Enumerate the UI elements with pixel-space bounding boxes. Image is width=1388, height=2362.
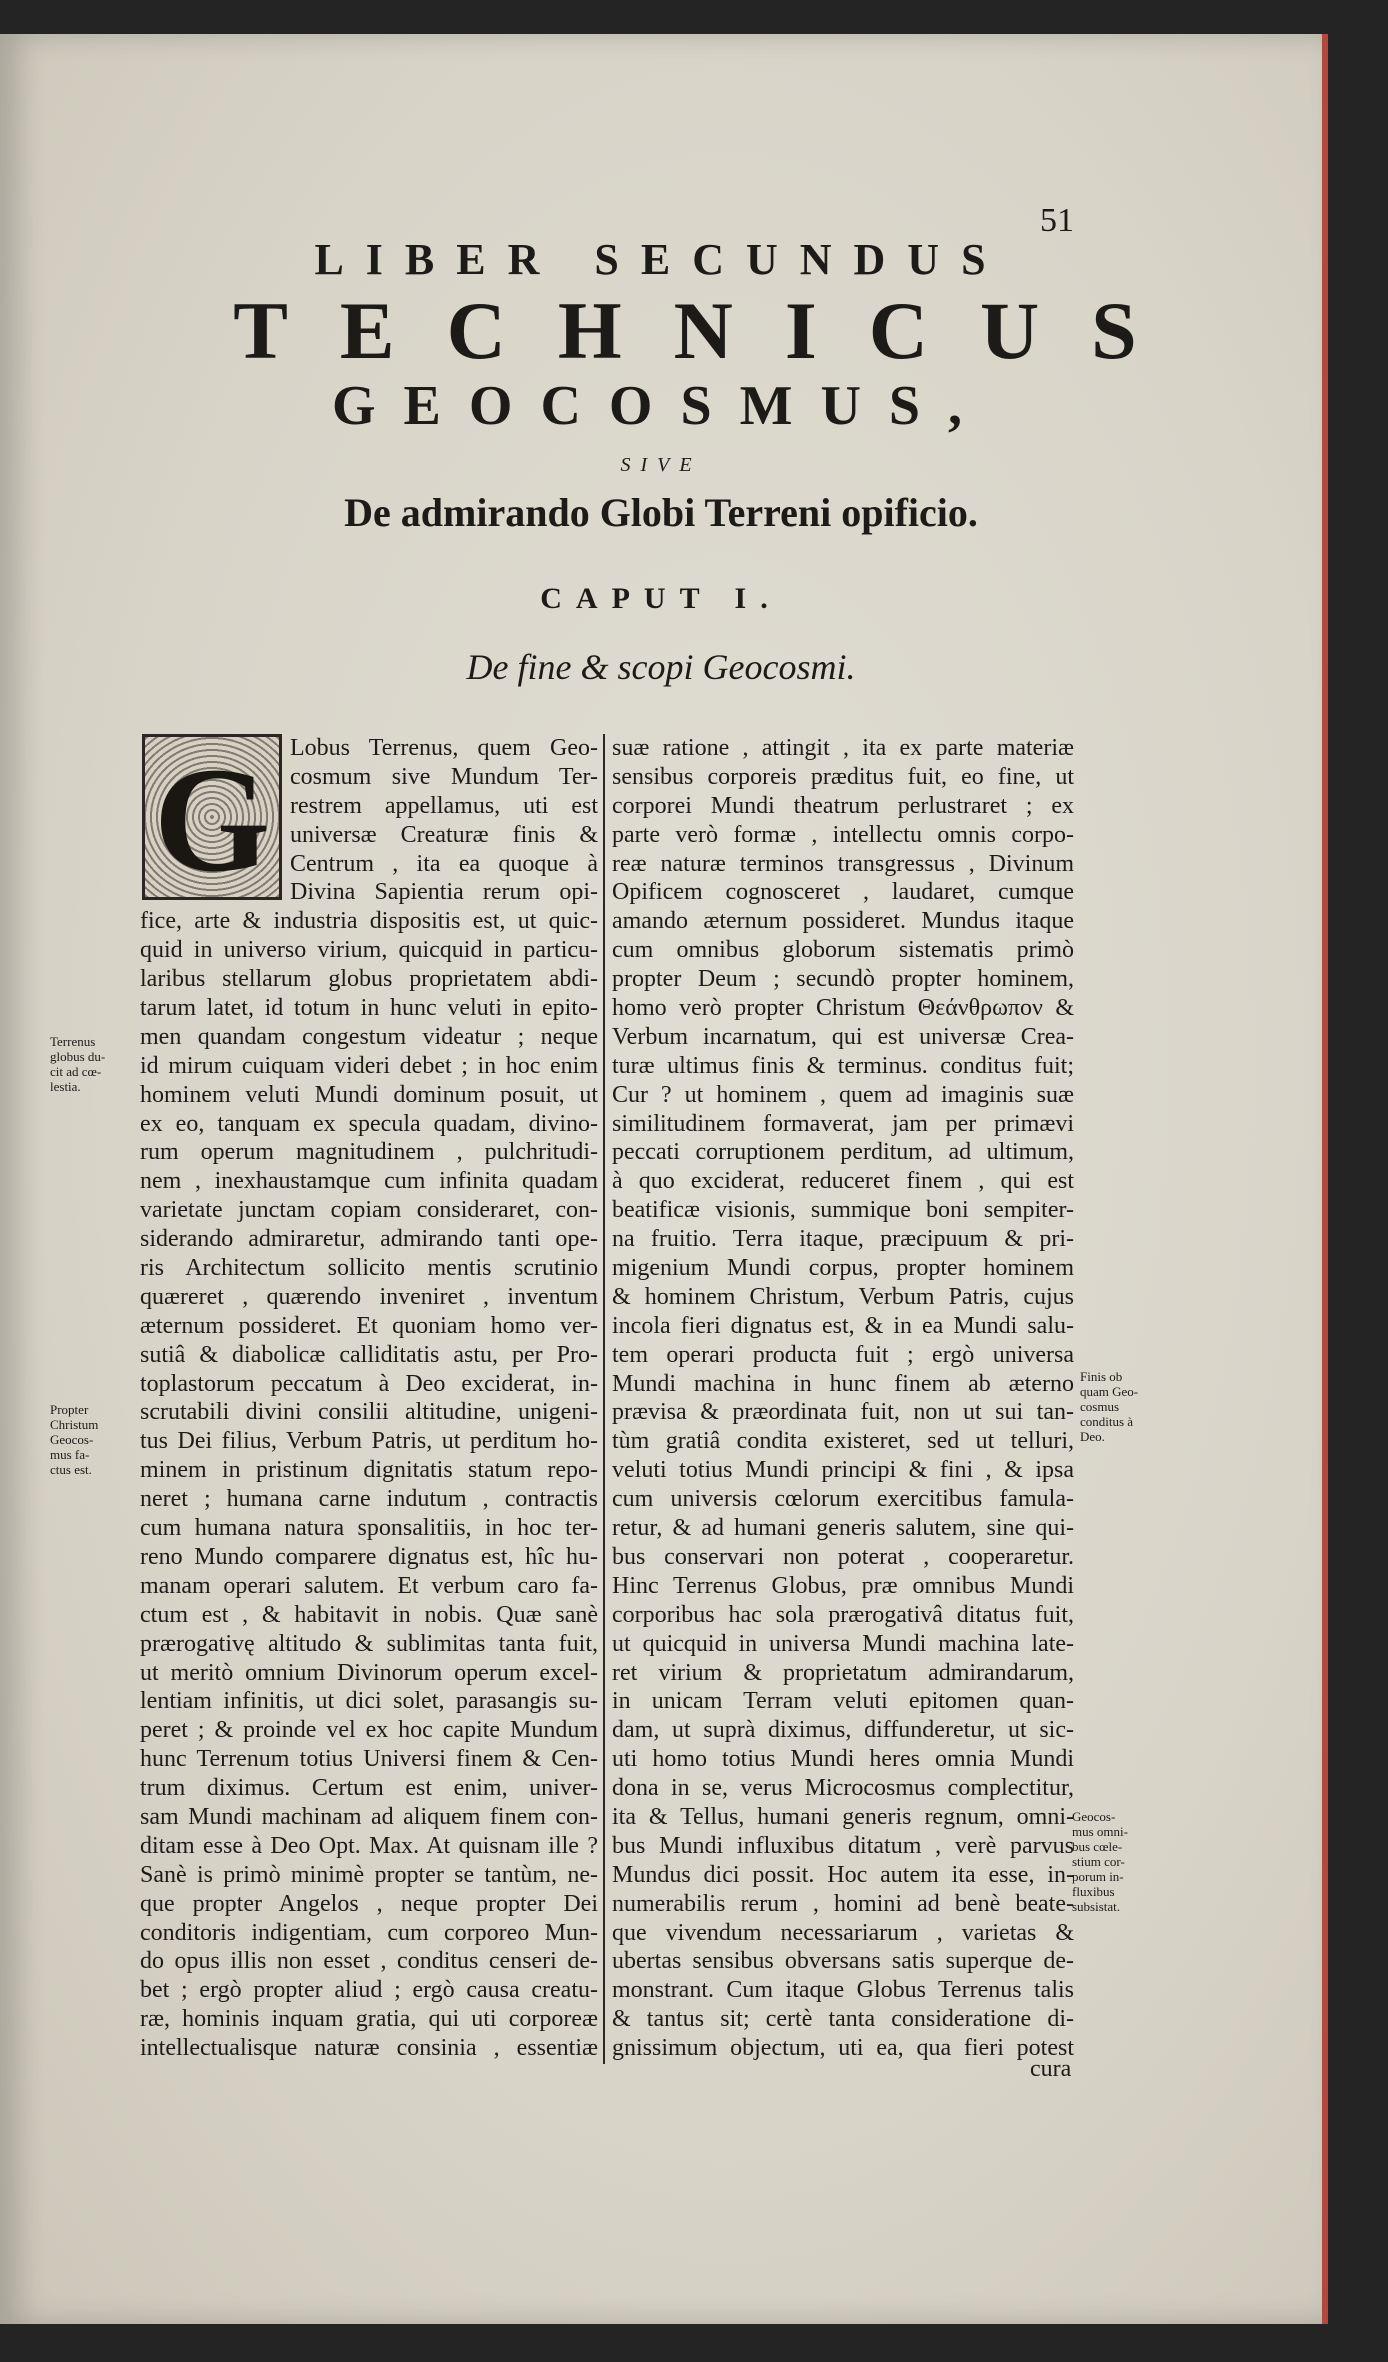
text-line: Divina Sapientia rerum opi- [290, 879, 598, 906]
margin-note-line: stium cor- [1072, 1854, 1125, 1869]
margin-note-line: Geocos- [1072, 1809, 1116, 1824]
text-line: Lobus Terrenus, quem Geo- [290, 735, 598, 761]
text-line: varietate junctam copiam consideraret, con- [140, 1197, 598, 1224]
margin-note-line: fluxibus [1072, 1884, 1115, 1899]
text-line: siderando admiraretur, admirando tanti ope- [140, 1226, 598, 1253]
text-line: ctum est , & habitavit in nobis. Quæ sanè [140, 1601, 598, 1628]
text-line: Sanè is primò minimè propter se tantùm, ne- [140, 1861, 598, 1888]
text-line: do opus illis non esset , conditus censeri de- [140, 1948, 598, 1975]
text-line: prævisa & præordinata fuit, non ut sui tan- [612, 1399, 1074, 1426]
margin-note-line: globus du- [50, 1049, 106, 1064]
margin-note-line: ctus est. [50, 1462, 92, 1477]
text-line: parte verò formæ , intellectu omnis corpo- [612, 821, 1074, 848]
text-line: que vivendum necessariarum , varietas & [612, 1919, 1074, 1946]
catchword: cura [1030, 2056, 1072, 2082]
text-line: & hominem Christum, Verbum Patris, cujus [612, 1283, 1074, 1310]
text-line: fice, arte & industria dispositis est, ut quic- [140, 908, 598, 935]
text-line: ditam esse à Deo Opt. Max. At quisnam ille ? [140, 1832, 598, 1859]
text-line: sutiâ & diabolicæ calliditatis astu, per Pro- [140, 1341, 598, 1368]
margin-note-line: Deo. [1080, 1429, 1105, 1444]
text-line: ret virium & proprietatum admirandarum, [612, 1659, 1074, 1686]
margin-note-line: porum in- [1072, 1869, 1124, 1884]
chapter-title: De fine & scopi Geocosmi. [466, 647, 856, 687]
text-line: & tantus sit; certè tanta consideratione di- [612, 2006, 1074, 2033]
text-line: corporibus hac sola prærogativâ ditatus fuit, [612, 1601, 1074, 1628]
text-line: à quo exciderat, reduceret finem , qui est [612, 1168, 1074, 1195]
margin-note-left-2 [50, 1402, 98, 1477]
text-line: dam, ut suprà diximus, diffunderetur, ut sic- [612, 1717, 1074, 1744]
text-line: Hinc Terrenus Globus, præ omnibus Mundi [612, 1572, 1074, 1599]
text-line: quid in universo virium, quicquid in particu- [140, 937, 598, 964]
text-line: æternum possideret. Et quoniam homo ver- [140, 1312, 598, 1339]
text-line: reno Mundo comparere dignatus est, hîc hu- [140, 1543, 598, 1570]
text-line: incola fieri dignatus est, & in ea Mundi salu- [612, 1312, 1074, 1339]
margin-note-line: cit ad cœ- [50, 1064, 102, 1079]
text-line: beatificæ visionis, summique boni sempiter- [612, 1197, 1074, 1224]
text-line: migenium Mundi corpus, propter hominem [612, 1255, 1074, 1282]
text-line: rum operum magnitudinem , pulchritudi- [140, 1139, 598, 1166]
text-line: bus conservari non poterat , cooperaretur. [612, 1543, 1074, 1570]
margin-note-right-2 [1072, 1809, 1128, 1914]
text-line: que propter Angelos , neque propter Dei [140, 1890, 598, 1917]
margin-note-line: Finis ob [1080, 1369, 1123, 1384]
text-line: Mundus dici possit. Hoc autem ita esse, in- [612, 1861, 1074, 1888]
text-line: tarum latet, id totum in hunc veluti in epito- [140, 995, 598, 1022]
text-line: ubertas sensibus obversans satis superque de- [612, 1948, 1074, 1975]
sive-label: SIVE [620, 454, 702, 476]
text-line: in unicam Terram veluti epitomen quan- [612, 1688, 1074, 1715]
text-line: propter Deum ; secundò propter hominem, [612, 966, 1074, 993]
text-line: sam Mundi machinam ad aliquem finem con- [140, 1803, 598, 1830]
drop-cap-letter: G [145, 737, 279, 897]
text-line: intellectualisque naturæ consinia , essentiæ [140, 2035, 598, 2062]
text-line: peccati corruptionem perditum, ad ultimum, [612, 1139, 1074, 1166]
text-line: tus Dei filius, Verbum Patris, ut perditum ho- [140, 1428, 598, 1455]
text-line: Opificem cognosceret , laudaret, cumque [612, 879, 1074, 906]
text-line: cosmum sive Mundum Ter- [290, 763, 598, 790]
chapter-heading: CAPUT I. [540, 582, 782, 615]
margin-note-line: conditus à [1080, 1414, 1134, 1429]
text-line: prærogativę altitudo & sublimitas tanta fuit, [140, 1630, 598, 1657]
text-line: restrem appellamus, uti est [290, 792, 598, 819]
text-line: suæ ratione , attingit , ita ex parte materiæ [612, 735, 1074, 761]
book-subtitle: De admirando Globi Terreni opificio. [344, 490, 978, 535]
text-line: retur, & ad humani generis salutem, sine qui- [612, 1515, 1074, 1542]
text-line: amando æternum possideret. Mundus itaque [612, 908, 1074, 935]
text-line: gnissimum objectum, uti ea, qua fieri potest [612, 2035, 1074, 2062]
margin-note-line: Terrenus [50, 1034, 96, 1049]
text-line: bus Mundi influxibus ditatum , verè parvus [612, 1832, 1074, 1859]
margin-note-left-1 [50, 1034, 105, 1094]
text-line: Centrum , ita ea quoque à [290, 850, 598, 877]
book-subtitle-geocosmus: GEOCOSMUS, [331, 375, 991, 437]
column-divider [603, 734, 605, 2064]
margin-note-line: mus omni- [1072, 1824, 1128, 1839]
margin-note-right-1 [1080, 1369, 1138, 1444]
text-line: veluti totius Mundi principi & fini , & ipsa [612, 1457, 1074, 1484]
text-line: hunc Terrenum totius Universi finem & Cen- [140, 1746, 598, 1773]
book-title: LIBER SECUNDUS [314, 235, 1008, 284]
text-line: manam operari salutem. Et verbum caro fa- [140, 1572, 598, 1599]
text-line: Verbum incarnatum, qui est universæ Crea- [612, 1023, 1074, 1050]
page-number: 51 [1040, 202, 1074, 239]
text-line: similitudinem formaverat, jam per primævi [612, 1110, 1074, 1137]
text-line: laribus stellarum globus proprietatem abdi- [140, 966, 598, 993]
text-line: bet ; ergò propter aliud ; ergò causa creatu- [140, 1977, 598, 2004]
text-line: scrutabili divini consilii altitudine, unigeni- [140, 1399, 598, 1426]
text-line: cum universis cœlorum exercitibus famula- [612, 1486, 1074, 1513]
margin-note-line: cosmus [1080, 1399, 1119, 1414]
text-line: na fruitio. Terra itaque, præcipuum & pri- [612, 1226, 1074, 1253]
text-line: minem in pristinum dignitatis statum repo- [140, 1457, 598, 1484]
text-line: nem , inexhaustamque cum infinita quadam [140, 1168, 598, 1195]
book-page [0, 34, 1328, 2324]
text-line: numerabilis rerum , homini ad benè beate- [612, 1890, 1074, 1917]
text-line: neret ; humana carne indutum , contractis [140, 1486, 598, 1513]
text-line: conditoris indigentiam, cum corporeo Mun- [140, 1919, 598, 1946]
margin-note-line: lestia. [50, 1079, 81, 1094]
text-line: ræ, hominis inquam gratia, qui uti corporeæ [140, 2006, 598, 2033]
margin-note-line: Christum [50, 1417, 99, 1432]
margin-note-line: mus fa- [50, 1447, 90, 1462]
text-line: ris Architectum sollicito mentis scrutinio [140, 1255, 598, 1282]
text-line: toplastorum peccatum à Deo exciderat, in- [140, 1370, 598, 1397]
text-line: universæ Creaturæ finis & [290, 821, 598, 848]
margin-note-line: Geocos- [50, 1432, 94, 1447]
text-line: cum humana natura sponsalitiis, in hoc ter- [140, 1515, 598, 1542]
margin-note-line: bus cœle- [1072, 1839, 1123, 1854]
book-subtitle-technicus: TECHNICUS [233, 285, 1189, 376]
text-line: tem operari producta fuit ; ergò universa [612, 1341, 1074, 1368]
text-line: trum diximus. Certum est enim, univer- [140, 1775, 598, 1802]
text-line: monstrant. Cum itaque Globus Terrenus talis [612, 1977, 1074, 2004]
text-line: Cur ? ut hominem , quem ad imaginis suæ [612, 1081, 1074, 1108]
margin-note-line: quam Geo- [1080, 1384, 1139, 1399]
text-line: sensibus corporeis præditus fuit, eo fine, ut [612, 763, 1074, 790]
text-line: quæreret , quærendo inveniret , inventum [140, 1283, 598, 1310]
text-line: reæ naturæ terminos transgressus , Divinum [612, 850, 1074, 877]
text-line: Mundi machina in hunc finem ab æterno [612, 1370, 1074, 1397]
text-line: tùm gratiâ condita existeret, sed ut telluri, [612, 1428, 1074, 1455]
text-line: lentiam infinitis, ut dici solet, parasangis su- [140, 1688, 598, 1715]
text-line: corporei Mundi theatrum perlustraret ; ex [612, 792, 1074, 819]
text-line: dona in se, verus Microcosmus complectitur, [612, 1775, 1074, 1802]
text-line: uti homo totius Mundi heres omnia Mundi [612, 1746, 1074, 1773]
text-line: ut meritò omnium Divinorum operum excel- [140, 1659, 598, 1686]
margin-note-line: subsistat. [1072, 1899, 1121, 1914]
text-line: cum omnibus globorum sistematis primò [612, 937, 1074, 964]
text-line: ut quicquid in universa Mundi machina late- [612, 1630, 1074, 1657]
left-text-column [140, 734, 598, 2063]
right-text-column [612, 734, 1074, 2063]
text-line: men quandam congestum videatur ; neque [140, 1023, 598, 1050]
text-line: id mirum cuiquam videri debet ; in hoc enim [140, 1052, 598, 1079]
text-line: hominem veluti Mundi dominum posuit, ut [140, 1081, 598, 1108]
margin-note-line: Propter [50, 1402, 89, 1417]
text-line: ita & Tellus, humani generis regnum, omni- [612, 1803, 1074, 1830]
text-line: turæ ultimus finis & terminus. conditus fuit; [612, 1052, 1074, 1079]
text-line: ex eo, tanquam ex specula quadam, divino- [140, 1110, 598, 1137]
text-line: peret ; & proinde vel ex hoc capite Mundum [140, 1717, 598, 1744]
text-line: homo verò propter Christum Θεάνθρωπον & [612, 995, 1074, 1022]
